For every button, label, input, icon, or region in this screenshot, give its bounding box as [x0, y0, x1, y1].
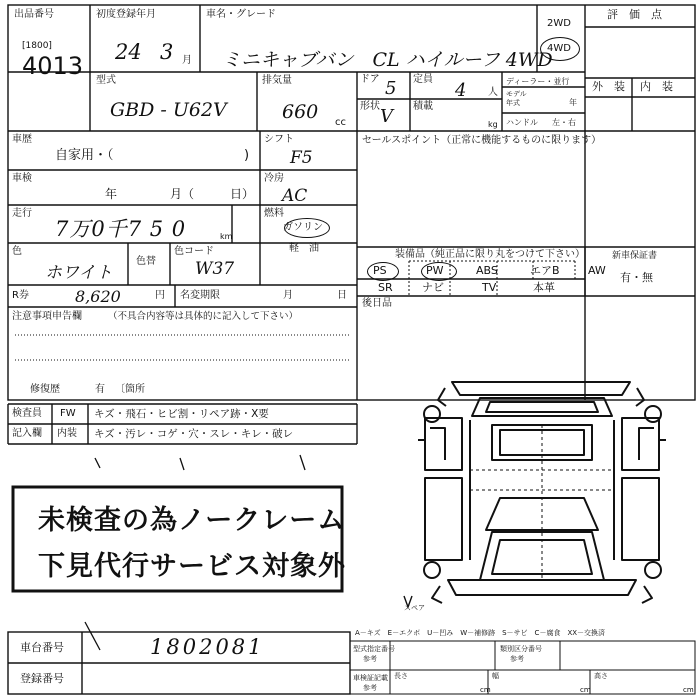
equip-abs: ABS	[476, 264, 498, 277]
color-code-label: 色コード	[174, 246, 214, 257]
caution-hint: （不具合内容等は具体的に記入して下さい）	[108, 311, 299, 322]
length-unit: cm	[480, 686, 491, 694]
lot-label: 出品番号	[14, 9, 54, 20]
width-label: 幅	[492, 672, 499, 680]
warranty-value: 有・無	[620, 271, 653, 284]
load-unit: kg	[488, 120, 498, 129]
mileage-label: 走行	[12, 208, 32, 219]
equip-airbag: エアB	[530, 264, 560, 277]
door-label: ドア	[360, 74, 380, 85]
warranty-label: 新車保証書	[612, 251, 658, 261]
drive-2wd: 2WD	[547, 18, 571, 29]
shift-value: F5	[290, 148, 313, 168]
inspector-label-2: 記入欄	[12, 428, 42, 439]
model-year-label-1: モデル	[506, 90, 527, 98]
history-close: )	[244, 148, 250, 163]
repair-place: 〔箇所	[115, 384, 145, 395]
interior-check-label: 内装	[57, 428, 77, 439]
height-label: 高さ	[594, 672, 608, 680]
name-change-month: 月	[283, 290, 293, 301]
equip-sr: SR	[378, 281, 393, 294]
recycle-label: R券	[12, 290, 29, 301]
color-label: 色	[12, 246, 22, 257]
mileage-unit: km	[220, 232, 233, 241]
fuel-gasoline-circle	[284, 218, 330, 238]
spare-label: スペア	[404, 604, 425, 612]
drive-4wd: 4WD	[547, 43, 571, 54]
name-change-day: 日	[337, 290, 347, 301]
equip-aw: AW	[588, 264, 606, 277]
history-value: 自家用・（	[55, 148, 114, 163]
door-value: 5	[385, 78, 397, 99]
ref2-label: 類別区分番号	[500, 645, 542, 653]
name-change-label: 名変期限	[180, 290, 220, 301]
caution-label: 注意事項申告欄	[12, 311, 82, 322]
equip-leather: 本革	[533, 281, 555, 294]
exterior-label: 外 装	[592, 80, 625, 93]
fuel-diesel: 軽 油	[289, 243, 319, 254]
equip-ps-circle	[367, 262, 399, 281]
model-label: 型式	[96, 75, 116, 86]
repair-value: 有	[95, 384, 105, 395]
interior-items: キズ・汚レ・コゲ・穴・スレ・キレ・破レ	[94, 428, 294, 440]
history-label: 車歴	[12, 134, 32, 145]
registration-month: 3	[160, 40, 174, 64]
ac-value: AC	[282, 186, 308, 206]
model-year-unit: 年	[569, 98, 577, 107]
length-label: 長さ	[394, 672, 408, 680]
recycle-unit: 円	[155, 290, 165, 301]
height-unit: cm	[683, 686, 694, 694]
handle-value: 左・右	[552, 118, 576, 127]
drive-4wd-circle	[540, 37, 580, 61]
inspection-label: 車検	[12, 173, 32, 184]
sales-point-label: セールスポイント（正常に機能するものに限ります）	[362, 135, 602, 146]
inspection-day: 日）	[230, 187, 255, 201]
fw-label: FW	[60, 408, 76, 419]
color-code-value: W37	[195, 259, 235, 279]
lot-sub: [1800]	[22, 41, 52, 51]
fuel-label: 燃料	[264, 208, 284, 219]
repair-label: 修復歴	[30, 384, 60, 395]
mileage-value: 7万0千7 5 0	[55, 217, 187, 241]
inspection-year: 年	[105, 187, 118, 201]
registration-month-unit: 月	[182, 55, 192, 66]
shape-value: V	[380, 106, 393, 127]
after-items-label: 後日品	[362, 298, 392, 309]
ref2-sub: 参考	[510, 655, 524, 663]
equip-pw-circle	[421, 262, 457, 281]
tone-label: 色替	[136, 256, 156, 267]
equip-navi: ナビ	[422, 281, 444, 294]
equip-ps: PS	[373, 264, 387, 277]
interior-label: 内 装	[640, 80, 673, 93]
capacity-value: 4	[455, 80, 467, 101]
displacement-label: 排気量	[262, 75, 292, 86]
ac-label: 冷房	[264, 173, 284, 184]
displacement-unit: cc	[335, 117, 346, 128]
size-sub: 参考	[363, 684, 377, 692]
model-year-label-2: 年式	[506, 99, 520, 107]
shift-label: シフト	[264, 134, 294, 145]
equipment-title: 装備品（純正品に限り丸をつけて下さい）	[395, 249, 585, 260]
evaluation-label: 評 価 点	[607, 8, 662, 21]
stamp-line-2: 下見代行サービス対象外	[38, 551, 346, 582]
chassis-label: 車台番号	[20, 641, 64, 654]
recycle-value: 8,620	[75, 287, 121, 306]
registration-year: 24	[115, 40, 142, 64]
size-label: 車検証記載	[353, 674, 388, 682]
equip-tv: TV	[482, 281, 497, 294]
name-grade-label: 車名・グレード	[206, 9, 276, 20]
lot-number: 4013	[22, 52, 84, 80]
ref1-label: 型式指定番号	[353, 645, 395, 653]
damage-legend: A－キズ E－エクボ U－凹み W－補修跡 S－サビ C－腐食 XX－交換済	[355, 629, 606, 637]
registration-label: 初度登録年月	[96, 9, 156, 20]
ref1-sub: 参考	[363, 655, 377, 663]
inspector-label-1: 検査員	[12, 408, 42, 419]
inspection-month: 月（	[170, 187, 195, 201]
fuel-gasoline: ガソリン	[283, 222, 323, 233]
color-value: ホワイト	[45, 263, 113, 283]
registration-number-label: 登録番号	[20, 672, 64, 685]
capacity-label: 定員	[413, 74, 433, 85]
load-label: 積載	[413, 101, 433, 112]
dealer-label: ディーラー・並行	[506, 77, 570, 86]
model-value: GBD - U62V	[110, 99, 227, 121]
stamp-line-1: 未検査の為ノークレーム	[38, 505, 346, 536]
equip-pw: PW	[426, 264, 444, 277]
capacity-unit: 人	[488, 87, 498, 98]
car-name-value: ミニキャブバン CL ハイルーフ 4WD	[222, 49, 553, 71]
fw-items: キズ・飛石・ヒビ割・リペア跡・X要	[94, 408, 269, 420]
displacement-value: 660	[282, 101, 319, 123]
handle-label: ハンドル	[506, 118, 538, 127]
shape-label: 形状	[360, 101, 380, 112]
chassis-value: 1802081	[150, 635, 265, 659]
width-unit: cm	[580, 686, 591, 694]
